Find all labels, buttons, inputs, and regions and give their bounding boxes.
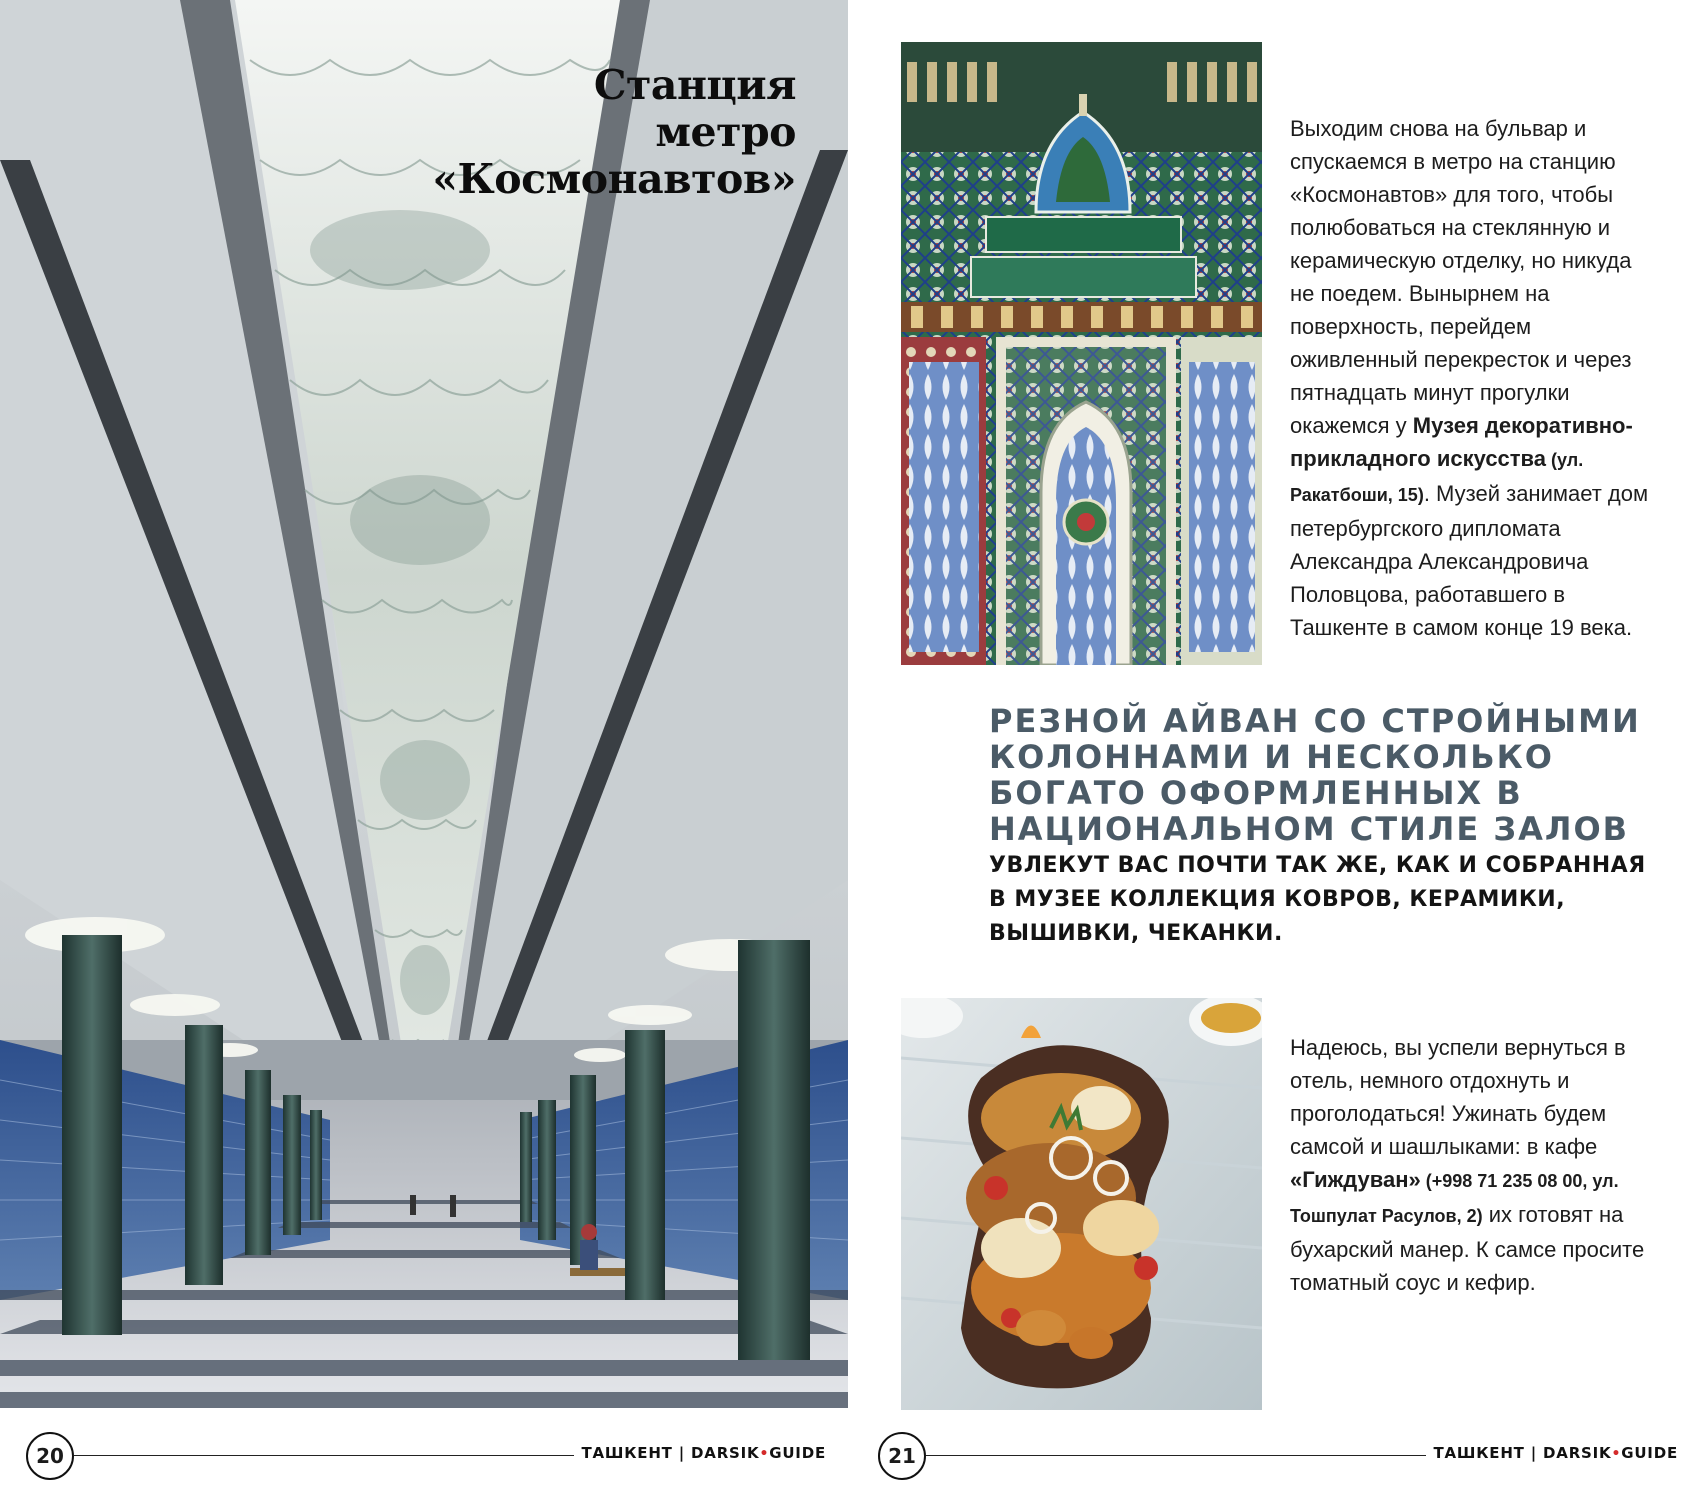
footer-rule: [74, 1455, 574, 1456]
museum-name: Музея декоративно-прикладного искусства: [1290, 413, 1633, 471]
brand-name: DARSIK: [1543, 1444, 1612, 1462]
brand-dot-icon: •: [1611, 1446, 1622, 1462]
brand-suffix: GUIDE: [1621, 1444, 1678, 1462]
pull-quote: [989, 703, 1669, 951]
right-page-footer: [878, 1432, 1678, 1478]
footer-city: ТАШКЕНТ: [1433, 1444, 1525, 1462]
footer-rule: [926, 1455, 1426, 1456]
title-line: «Космонавтов»: [432, 155, 796, 203]
footer-separator: |: [1530, 1444, 1538, 1462]
cafe-details: (+998 71 235 08 00, ул. Тошпулат Расулов, 2): [1290, 1171, 1619, 1226]
cafe-name: «Гиждуван»: [1290, 1167, 1421, 1192]
museum-tail-text: . Музей занимает дом петербургского дипломата Александра Александровича Половцова, работавшего в Ташкенте в самом конце 19 века.: [1290, 481, 1649, 640]
title-line: метро: [655, 108, 796, 156]
footer-city: ТАШКЕНТ: [581, 1444, 673, 1462]
ornament-niche-photo: [901, 42, 1262, 665]
museum-paragraph: [1290, 112, 1660, 644]
cafe-paragraph: [1290, 1031, 1670, 1299]
page-number: 20: [26, 1432, 74, 1480]
pull-quote-headline: РЕЗНОЙ АЙВАН СО СТРОЙНЫМИ КОЛОННАМИ И НЕСКОЛЬКО БОГАТО ОФОРМЛЕННЫХ В НАЦИОНАЛЬНОМ СТИЛЕ ЗАЛОВ: [989, 702, 1641, 848]
footer-brand: [1433, 1444, 1678, 1462]
pull-quote-subtext: УВЛЕКУТ ВАС ПОЧТИ ТАК ЖЕ, КАК И СОБРАННАЯ В МУЗЕЕ КОЛЛЕКЦИЯ КОВРОВ, КЕРАМИКИ, ВЫШИВКИ, ЧЕКАНКИ.: [989, 853, 1646, 946]
food-platter-photo: [901, 998, 1262, 1410]
left-page-footer: [26, 1432, 826, 1478]
cafe-lead-text: Надеюсь, вы успели вернуться в отель, немного отдохнуть и проголодаться! Ужинать будем самсой и шашлыками: в кафе: [1290, 1035, 1626, 1159]
title-line: Станция: [593, 61, 796, 109]
brand-suffix: GUIDE: [769, 1444, 826, 1462]
brand-dot-icon: •: [759, 1446, 770, 1462]
page-number: 21: [878, 1432, 926, 1480]
museum-address: (ул. Ракатбоши, 15): [1290, 450, 1584, 505]
cafe-tail-text: их готовят на бухарский манер. К самсе просите томатный соус и кефир.: [1290, 1202, 1645, 1295]
footer-brand: [581, 1444, 826, 1462]
metro-station-title: [432, 62, 796, 203]
brand-name: DARSIK: [691, 1444, 760, 1462]
metro-station-photo: [0, 0, 848, 1408]
footer-separator: |: [678, 1444, 686, 1462]
museum-lead-text: Выходим снова на бульвар и спускаемся в метро на станцию «Космонавтов» для того, чтобы полюбоваться на стеклянную и керамическую отделку, но никуда не поедем. Вынырнем на поверхность, перейдем оживленный перекресток и через пятнадцать минут прогулки окажемся у: [1290, 116, 1632, 438]
